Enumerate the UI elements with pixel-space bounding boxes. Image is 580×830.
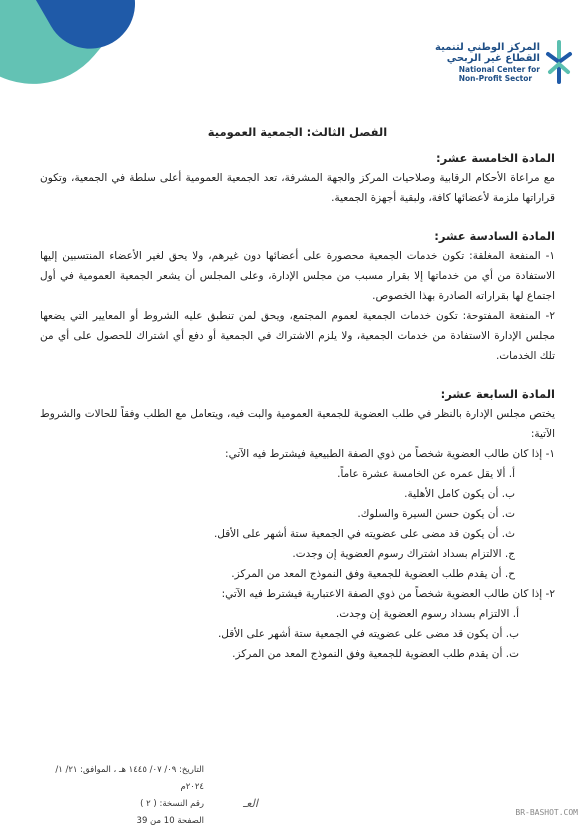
article-17-intro: يختص مجلس الإدارة بالنظر في طلب العضوية للجمعية العمومية والبت فيه، ويتعامل مع الطلب وفقاً للحالات والشروط الآتية: <box>40 408 555 440</box>
case-2-item: أ. الالتزام بسداد رسوم العضوية إن وجدت. <box>335 608 519 620</box>
case-2-item: ت. أن يقدم طلب العضوية للجمعية وفق النموذج المعد من المركز. <box>232 648 519 660</box>
logo-arabic-text <box>435 42 540 64</box>
document-body <box>40 122 555 664</box>
footer-page-number: الصفحة 10 من 39 <box>136 816 204 826</box>
article-16-title: المادة السادسة عشر: <box>434 229 555 243</box>
case-1-item: ج. الالتزام بسداد اشتراك رسوم العضوية إن وجدت. <box>292 548 515 560</box>
watermark: BR-BASHOT.COM <box>515 808 578 817</box>
section-gap <box>40 208 555 226</box>
case-1-item: ب. أن يكون كامل الأهلية. <box>404 488 515 500</box>
page-footer <box>44 762 204 830</box>
section-gap <box>40 366 555 384</box>
logo-english-line2: Non-Profit Sector <box>458 73 533 83</box>
logo-mark-icon <box>544 40 574 84</box>
article-15-text: مع مراعاة الأحكام الرقابية وصلاحيات المركز والجهة المشرفة، تعد الجمعية العمومية أعلى سلطة في الجمعية، وتكون قراراتها ملزمة لأعضائها كافة، ولبقية أجهزة الجمعية. <box>40 172 555 204</box>
case-2-item: ب. أن يكون قد مضى على عضويته في الجمعية ستة أشهر على الأقل. <box>217 628 519 640</box>
case-1-item: ث. أن يكون قد مضى على عضويته في الجمعية ستة أشهر على الأقل. <box>213 528 515 540</box>
case-1-item: ح. أن يقدم طلب العضوية للجمعية وفق النموذج المعد من المركز. <box>231 568 515 580</box>
article-15-title: المادة الخامسة عشر: <box>436 151 555 165</box>
case-1-item: أ. ألا يقل عمره عن الخامسة عشرة عاماً. <box>337 468 515 480</box>
ncnp-logo <box>434 40 574 85</box>
case-1-item: ت. أن يكون حسن السيرة والسلوك. <box>357 508 515 520</box>
logo-english-line1: National Center for <box>458 65 540 74</box>
footer-version: رقم النسخة: ( ٢ ) <box>140 799 204 809</box>
article-16-item-2: ٢- المنفعة المفتوحة: تكون خدمات الجمعية لعموم المجتمع، ويحق لمن تنطبق عليه الشروط أو المعايير التي يضعها مجلس الإدارة الاستفادة من خدمات الجمعية، ولا يلزم الاشتراك في الجمعية أو دفع أي اشتراك للحصول على أي من تلك الخدمات. <box>40 310 555 362</box>
logo-english-text <box>459 66 540 83</box>
signature: العـ <box>243 797 258 810</box>
logo-arabic-line2: القطاع غير الربحي <box>446 53 540 64</box>
article-17-case-1: ١- إذا كان طالب العضوية شخصاً من ذوي الصفة الطبيعية فيشترط فيه الآتي: <box>225 448 555 460</box>
article-17-title: المادة السابعة عشر: <box>440 387 555 401</box>
article-16-item-1: ١- المنفعة المغلقة: تكون خدمات الجمعية محصورة على أعضائها دون غيرهم، ولا يحق لغير الأعضاء المنتسبين إليها الاستفادة من أي من خدماتها إلا بقرار مسبب من مجلس الإدارة، وعلى المجلس أن يشعر الجمعية العمومية في أول اجتماع لها بقراراته الصادرة بهذا الخصوص. <box>40 250 555 302</box>
article-17-case-2: ٢- إذا كان طالب العضوية شخصاً من ذوي الصفة الاعتبارية فيشترط فيه الآتي: <box>221 588 555 600</box>
chapter-title: الفصل الثالث: الجمعية العمومية <box>207 125 388 139</box>
logo-arabic-line1: المركز الوطني لتنمية <box>435 42 540 53</box>
footer-date: التاريخ: ٠٩/ ٠٧/ ١٤٤٥ هـ ، الموافق: ٢١/ ١/ ٢٠٢٤م <box>55 765 204 792</box>
